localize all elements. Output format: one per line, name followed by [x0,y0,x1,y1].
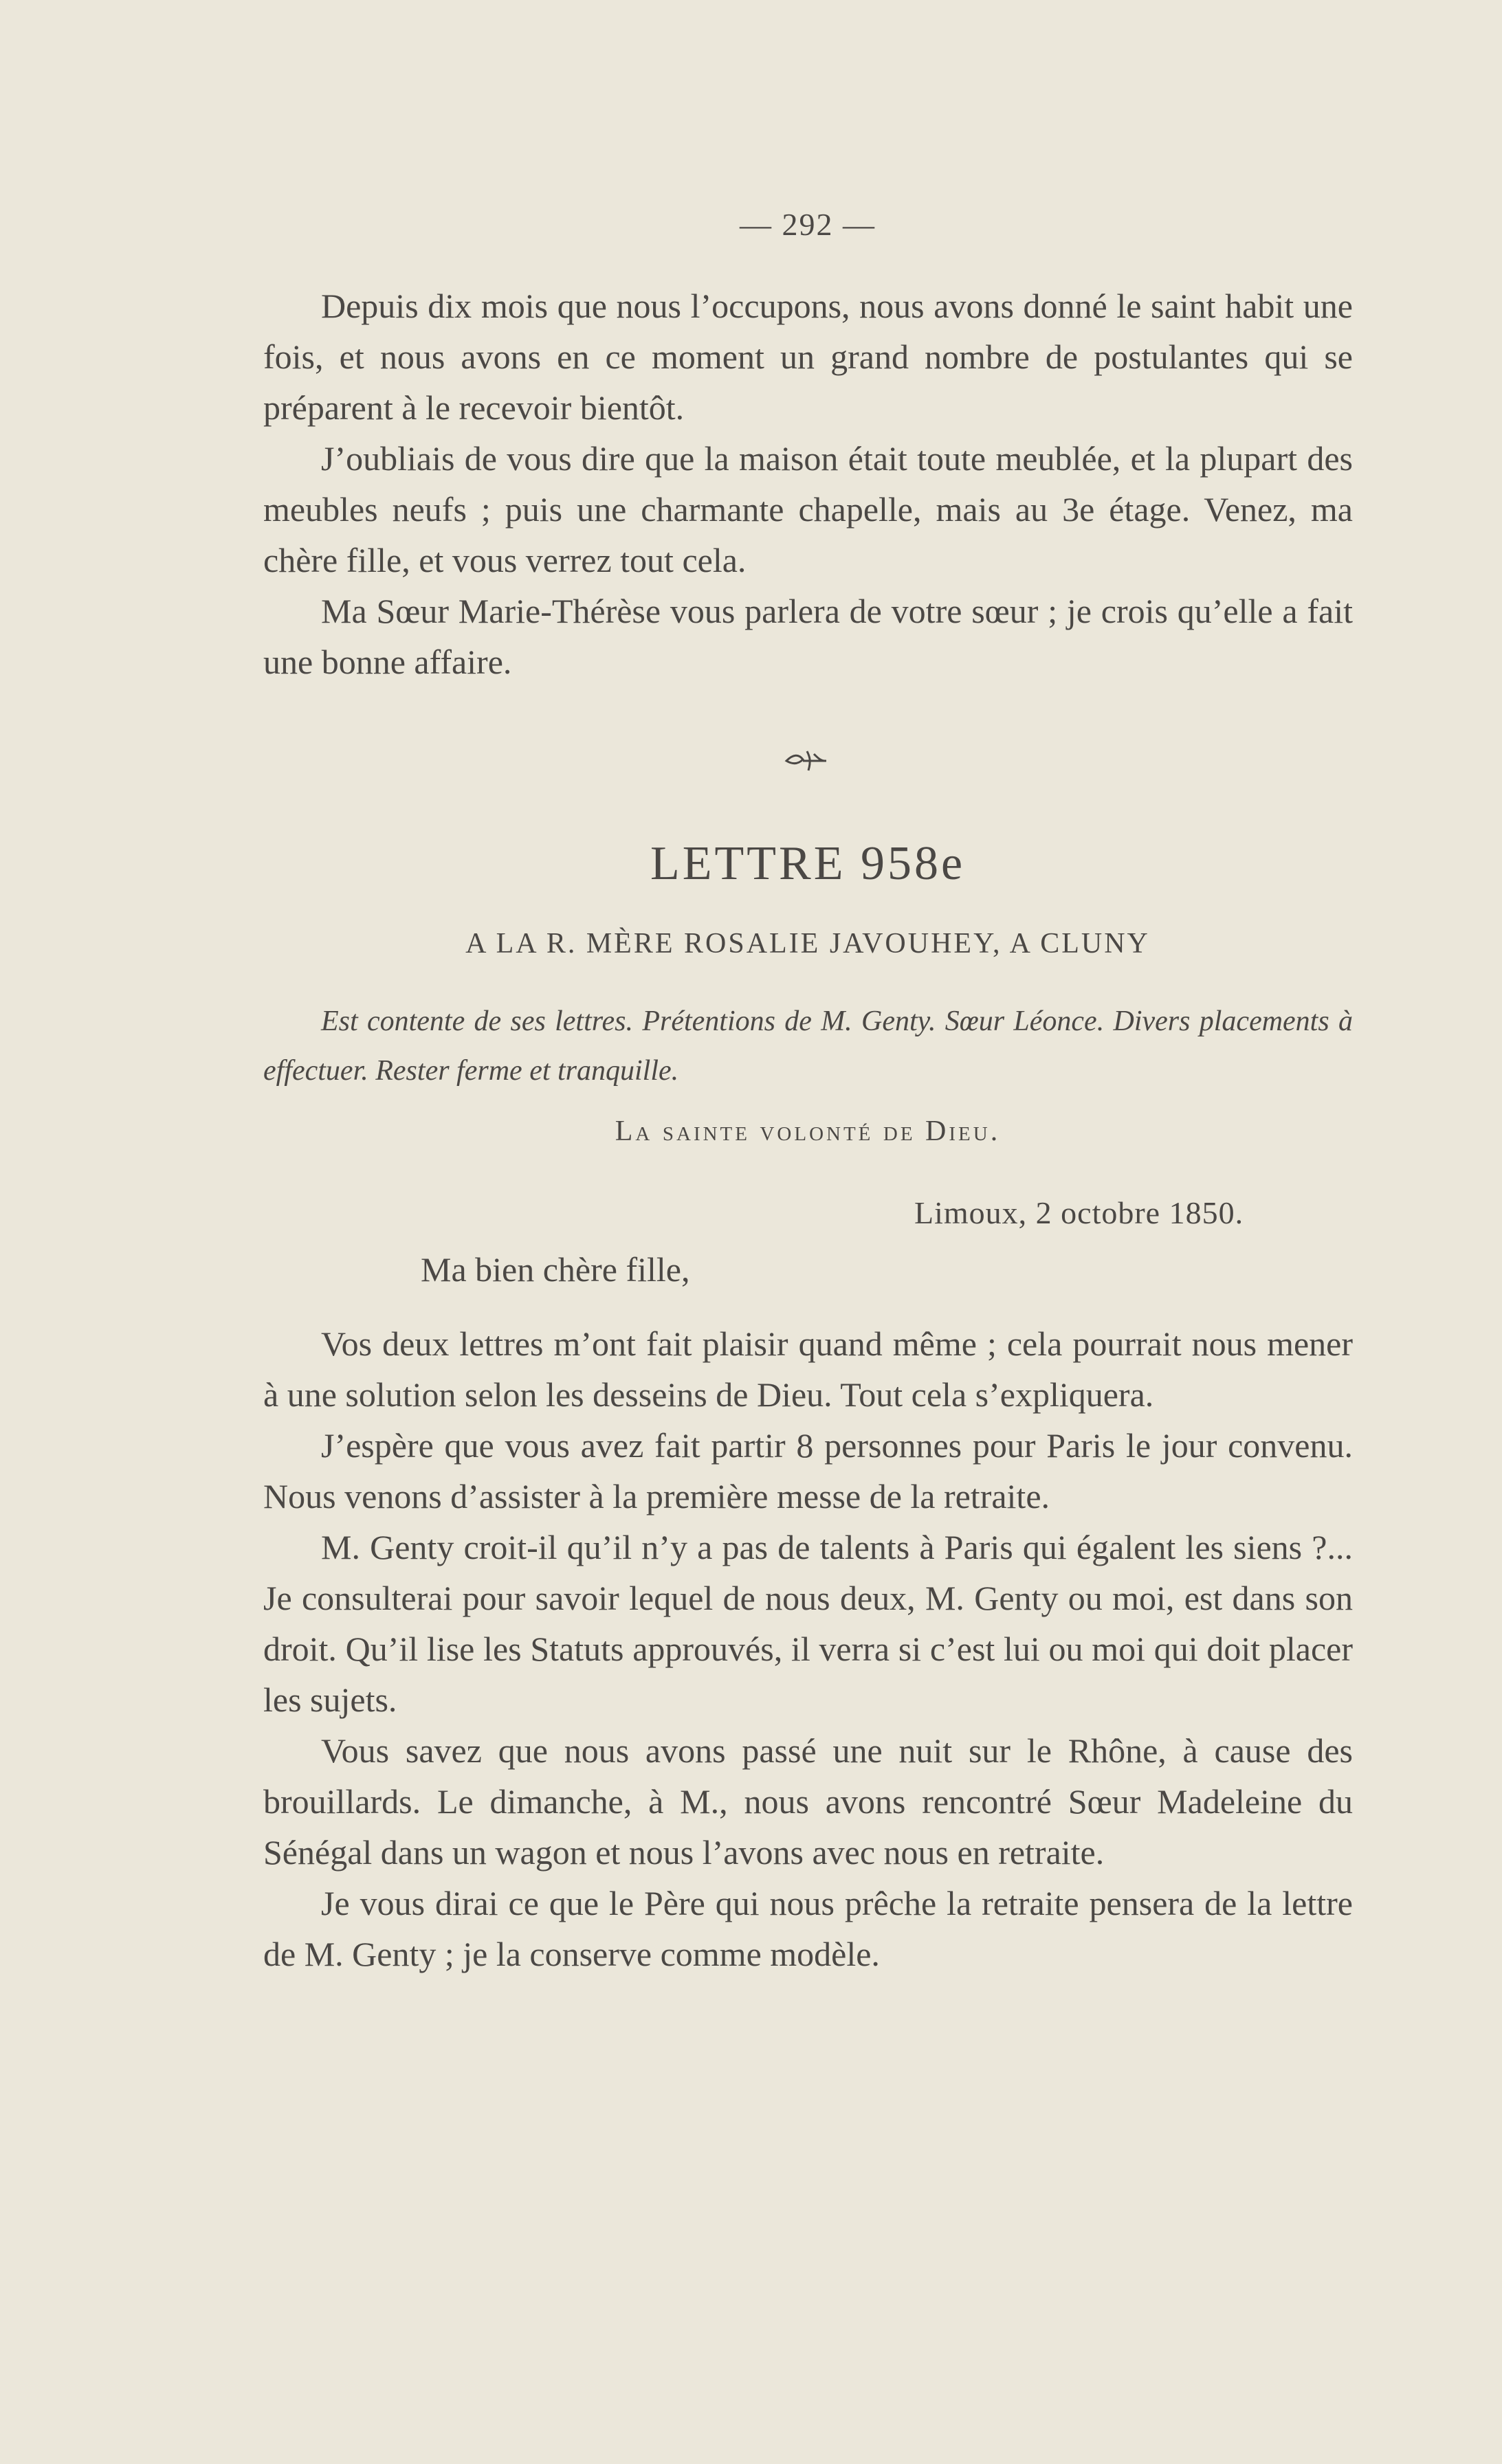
paragraph: Ma Sœur Marie-Thérèse vous parlera de votre sœur ; je crois qu’elle a fait une bonne affaire. [263,592,1353,681]
letter-motto: La sainte volonté de Dieu. [615,1116,1001,1147]
previous-letter-conclusion [263,280,1353,687]
paragraph: J’espère que vous avez fait partir 8 personnes pour Paris le jour convenu. Nous venons d’assister à la première messe de la retraite. [263,1426,1353,1516]
paragraph: Je vous dirai ce que le Père qui nous prêche la retraite pensera de la lettre de M. Genty ; je la conserve comme modèle. [263,1884,1353,1973]
paragraph: Depuis dix mois que nous l’occupons, nous avons donné le saint habit une fois, et nous avons en ce moment un grand nombre de postulantes qui se préparent à le recevoir bientôt. [263,287,1353,427]
letter-summary: Est contente de ses lettres. Prétentions de M. Genty. Sœur Léonce. Divers placements à effectuer. Rester ferme et tranquille. [263,1006,1353,1087]
letter-dateline: Limoux, 2 octobre 1850. [914,1195,1244,1230]
letter-salutation: Ma bien chère fille, [421,1250,690,1289]
page-number: — 292 — [740,207,876,242]
paragraph: J’oubliais de vous dire que la maison était toute meublée, et la plupart des meubles neufs ; puis une charmante chapelle, mais au 3e étage. Venez, ma chère fille, et vous verrez tout cela. [263,439,1353,579]
letter-body [263,1318,1353,1979]
paragraph: M. Genty croit-il qu’il n’y a pas de talents à Paris qui égalent les siens ?... Je consulterai pour savoir lequel de nous deux, M. Genty ou moi, est dans son droit. Qu’il lise les Statuts approuvés, il verra si c’est lui ou moi qui doit placer les sujets. [263,1528,1353,1719]
letter-title: LETTRE 958e [650,837,966,890]
paragraph: Vos deux lettres m’ont fait plaisir quand même ; cela pourrait nous mener à une solution selon les desseins de Dieu. Tout cela s’expliquera. [263,1324,1353,1414]
fleuron-icon [784,747,829,775]
letter-recipient: A LA R. MÈRE ROSALIE JAVOUHEY, A CLUNY [465,928,1150,959]
paragraph: Vous savez que nous avons passé une nuit sur le Rhône, à cause des brouillards. Le dimanche, à M., nous avons rencontré Sœur Madeleine du Sénégal dans un wagon et nous l’avons avec nous en retraite. [263,1731,1353,1872]
